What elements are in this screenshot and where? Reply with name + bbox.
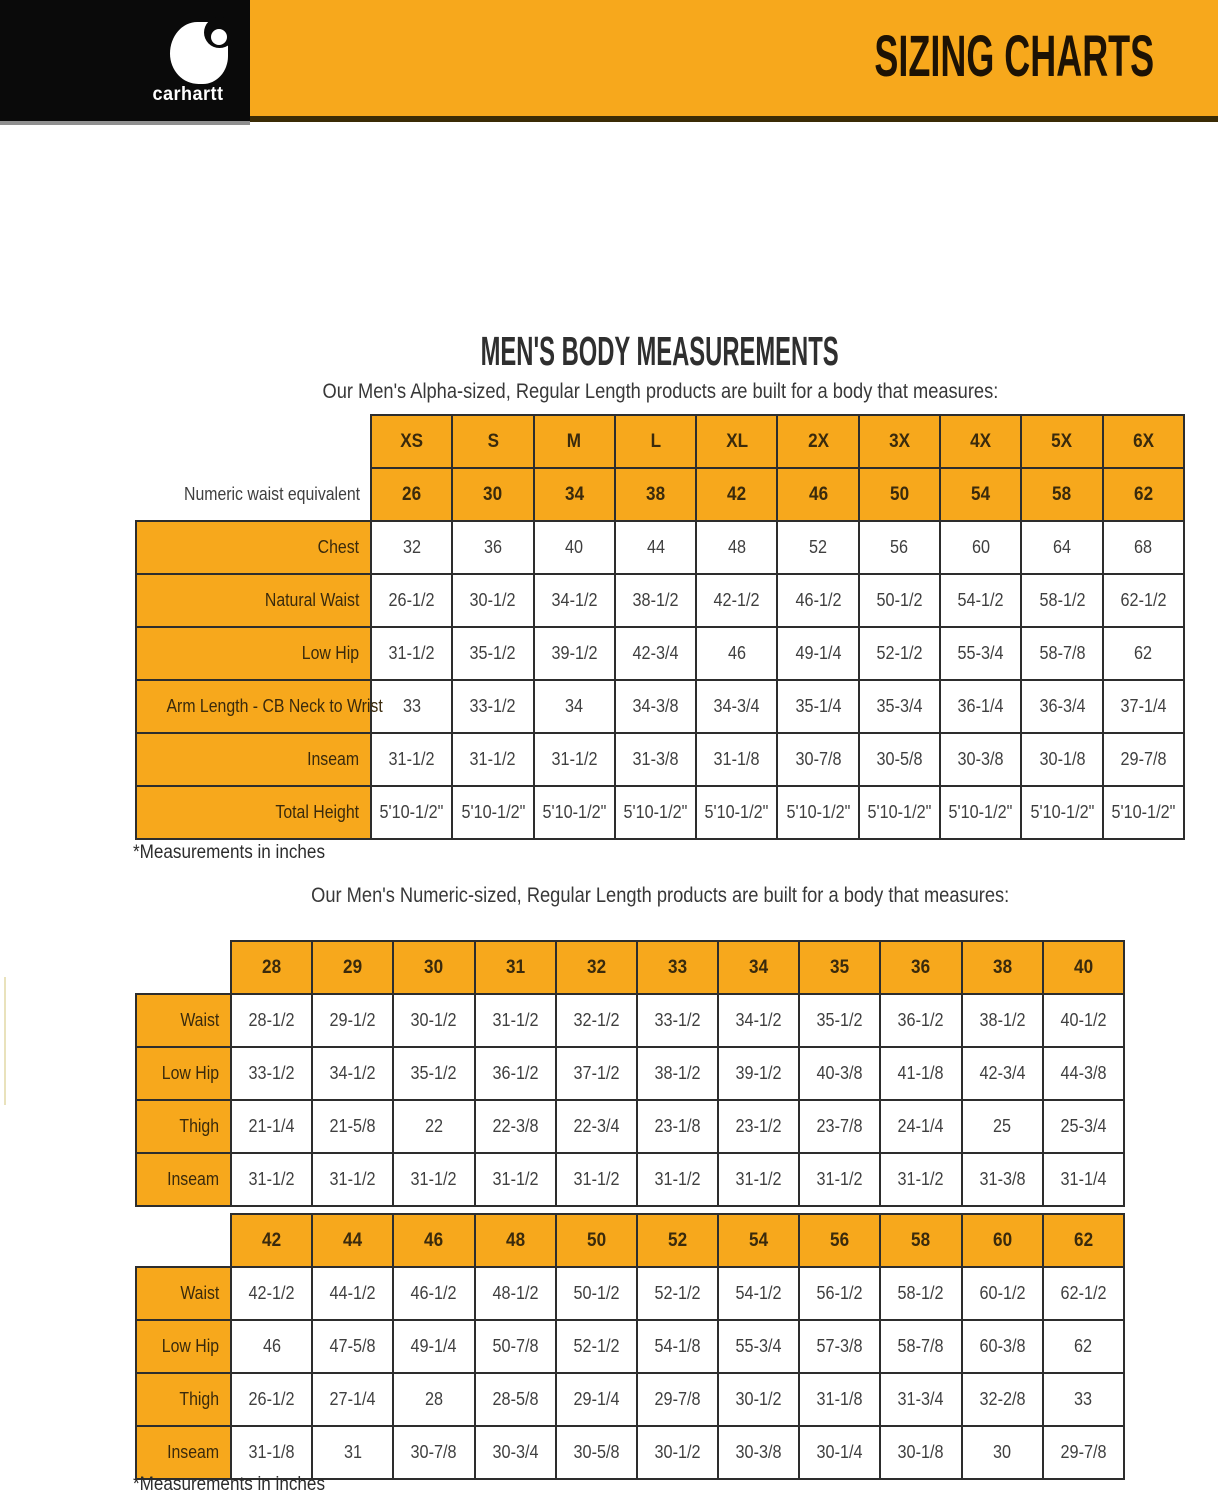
measurement-cell: 31-1/2 (371, 627, 452, 680)
measurement-cell: 5'10-1/2" (452, 786, 533, 839)
measurement-cell: 30-1/8 (880, 1426, 961, 1479)
measurement-row (136, 1153, 1124, 1206)
measurement-cell: 30-1/2 (718, 1373, 799, 1426)
measurement-cell: 46-1/2 (393, 1267, 474, 1320)
measurement-cell: 64 (1021, 521, 1102, 574)
measurement-cell: 30-7/8 (777, 733, 858, 786)
corner-spacer (136, 415, 371, 468)
measurement-cell: 34-1/2 (534, 574, 615, 627)
measurement-row (136, 1426, 1124, 1479)
measurement-cell: 31-1/2 (534, 733, 615, 786)
numeric-waist-cell: 58 (1021, 468, 1102, 521)
measurement-cell: 33 (1043, 1373, 1124, 1426)
numeric-size-table-large-wrap (135, 1213, 1125, 1480)
measurement-cell: 46 (696, 627, 777, 680)
measurement-cell: 48 (696, 521, 777, 574)
measurement-cell: 34 (534, 680, 615, 733)
row-label-cell: Waist (136, 994, 231, 1047)
measurement-cell: 62 (1043, 1320, 1124, 1373)
measurement-cell: 5'10-1/2" (1021, 786, 1102, 839)
measurement-cell: 36-1/4 (940, 680, 1021, 733)
measurement-cell: 56 (859, 521, 940, 574)
measurement-row (136, 786, 1184, 839)
measurement-cell: 31-1/2 (718, 1153, 799, 1206)
measurement-cell: 40-1/2 (1043, 994, 1124, 1047)
measurement-cell: 58-1/2 (880, 1267, 961, 1320)
size-header-cell: 35 (799, 941, 880, 994)
measurement-cell: 29-7/8 (637, 1373, 718, 1426)
size-header-cell: 32 (556, 941, 637, 994)
measurement-cell: 52 (777, 521, 858, 574)
measurement-cell: 44 (615, 521, 696, 574)
brand-wordmark: carhartt (152, 84, 224, 105)
measurement-cell: 60 (940, 521, 1021, 574)
measurement-cell: 27-1/4 (312, 1373, 393, 1426)
numeric-subtitle: Our Men's Numeric-sized, Regular Length products are built for a body that measures: (310, 884, 1010, 907)
measurement-cell: 35-1/2 (799, 994, 880, 1047)
measurement-cell: 44-3/8 (1043, 1047, 1124, 1100)
measurement-row (136, 521, 1184, 574)
size-header-cell: 48 (475, 1214, 556, 1267)
numeric-waist-cell: 42 (696, 468, 777, 521)
left-edge-artifact (4, 977, 6, 1105)
measurement-cell: 5'10-1/2" (615, 786, 696, 839)
measurement-cell: 56-1/2 (799, 1267, 880, 1320)
measurement-row (136, 627, 1184, 680)
row-label-cell: Arm Length - CB Neck to Wrist (136, 680, 371, 733)
numeric-size-table-small-wrap (135, 940, 1125, 1207)
measurement-cell: 29-1/2 (312, 994, 393, 1047)
footnote-numeric: *Measurements in inches (133, 1474, 325, 1495)
measurement-cell: 36-1/2 (475, 1047, 556, 1100)
measurement-cell: 22-3/4 (556, 1100, 637, 1153)
measurement-cell: 42-1/2 (696, 574, 777, 627)
measurement-cell: 38-1/2 (962, 994, 1043, 1047)
measurement-cell: 31-1/8 (696, 733, 777, 786)
measurement-row (136, 1267, 1124, 1320)
measurement-cell: 39-1/2 (718, 1047, 799, 1100)
measurement-cell: 38-1/2 (615, 574, 696, 627)
measurement-cell: 33 (371, 680, 452, 733)
size-header-cell: 52 (637, 1214, 718, 1267)
measurement-cell: 5'10-1/2" (371, 786, 452, 839)
measurement-cell: 54-1/2 (718, 1267, 799, 1320)
measurement-cell: 28-5/8 (475, 1373, 556, 1426)
measurement-cell: 5'10-1/2" (859, 786, 940, 839)
measurement-cell: 31 (312, 1426, 393, 1479)
size-header-cell: 50 (556, 1214, 637, 1267)
measurement-row (136, 1047, 1124, 1100)
measurement-cell: 21-5/8 (312, 1100, 393, 1153)
page-header (0, 0, 1227, 128)
measurement-cell: 24-1/4 (880, 1100, 961, 1153)
measurement-cell: 31-1/2 (880, 1153, 961, 1206)
numeric-waist-cell: 54 (940, 468, 1021, 521)
measurement-cell: 60-3/8 (962, 1320, 1043, 1373)
measurement-cell: 25 (962, 1100, 1043, 1153)
size-header-cell: 58 (880, 1214, 961, 1267)
measurement-cell: 31-1/4 (1043, 1153, 1124, 1206)
measurement-cell: 36-3/4 (1021, 680, 1102, 733)
measurement-cell: 47-5/8 (312, 1320, 393, 1373)
measurement-row (136, 994, 1124, 1047)
measurement-cell: 46 (231, 1320, 312, 1373)
size-header-cell: 54 (718, 1214, 799, 1267)
size-header-cell: 5X (1021, 415, 1102, 468)
measurement-cell: 50-7/8 (475, 1320, 556, 1373)
measurement-cell: 31-1/2 (475, 1153, 556, 1206)
measurement-cell: 30-5/8 (556, 1426, 637, 1479)
corner-spacer (136, 941, 231, 994)
measurement-cell: 30-3/8 (940, 733, 1021, 786)
measurement-cell: 54-1/8 (637, 1320, 718, 1373)
size-header-row (136, 941, 1124, 994)
measurement-cell: 23-7/8 (799, 1100, 880, 1153)
measurement-row (136, 733, 1184, 786)
measurement-cell: 60-1/2 (962, 1267, 1043, 1320)
measurement-cell: 54-1/2 (940, 574, 1021, 627)
measurement-cell: 57-3/8 (799, 1320, 880, 1373)
size-header-cell: 2X (777, 415, 858, 468)
row-label-cell: Low Hip (136, 1047, 231, 1100)
measurement-cell: 30-5/8 (859, 733, 940, 786)
size-header-cell: 6X (1103, 415, 1184, 468)
measurement-cell: 50-1/2 (556, 1267, 637, 1320)
measurement-cell: 31-3/8 (962, 1153, 1043, 1206)
measurement-cell: 31-1/8 (231, 1426, 312, 1479)
measurement-cell: 32-2/8 (962, 1373, 1043, 1426)
measurement-cell: 31-1/2 (799, 1153, 880, 1206)
numeric-waist-cell: 50 (859, 468, 940, 521)
measurement-cell: 5'10-1/2" (1103, 786, 1184, 839)
row-label-cell: Chest (136, 521, 371, 574)
measurement-cell: 5'10-1/2" (534, 786, 615, 839)
row-label-cell: Low Hip (136, 1320, 231, 1373)
size-header-cell: 40 (1043, 941, 1124, 994)
size-header-row (136, 1214, 1124, 1267)
measurement-row (136, 1373, 1124, 1426)
measurement-cell: 30-1/4 (799, 1426, 880, 1479)
measurement-cell: 30-1/2 (452, 574, 533, 627)
size-header-cell: 31 (475, 941, 556, 994)
row-label-cell: Thigh (136, 1373, 231, 1426)
measurement-cell: 58-7/8 (1021, 627, 1102, 680)
measurement-cell: 23-1/8 (637, 1100, 718, 1153)
measurement-cell: 52-1/2 (637, 1267, 718, 1320)
numeric-waist-cell: 34 (534, 468, 615, 521)
numeric-size-table-small (135, 940, 1125, 1207)
measurement-cell: 48-1/2 (475, 1267, 556, 1320)
size-header-cell: M (534, 415, 615, 468)
measurement-cell: 55-3/4 (718, 1320, 799, 1373)
measurement-row (136, 574, 1184, 627)
measurement-cell: 39-1/2 (534, 627, 615, 680)
measurement-cell: 31-3/8 (615, 733, 696, 786)
measurement-cell: 31-1/2 (393, 1153, 474, 1206)
measurement-cell: 49-1/4 (777, 627, 858, 680)
measurement-cell: 34-3/4 (696, 680, 777, 733)
measurement-cell: 31-1/2 (475, 994, 556, 1047)
size-header-cell: S (452, 415, 533, 468)
row-label-cell: Inseam (136, 1426, 231, 1479)
measurement-cell: 21-1/4 (231, 1100, 312, 1153)
measurement-cell: 31-1/2 (637, 1153, 718, 1206)
measurement-cell: 55-3/4 (940, 627, 1021, 680)
measurement-cell: 40 (534, 521, 615, 574)
measurement-cell: 29-1/4 (556, 1373, 637, 1426)
measurement-cell: 37-1/4 (1103, 680, 1184, 733)
row-label-cell: Thigh (136, 1100, 231, 1153)
measurement-cell: 30-1/2 (393, 994, 474, 1047)
numeric-waist-cell: 46 (777, 468, 858, 521)
measurement-cell: 62-1/2 (1103, 574, 1184, 627)
footnote-alpha: *Measurements in inches (133, 842, 325, 863)
row-label-cell: Natural Waist (136, 574, 371, 627)
alpha-subtitle: Our Men's Alpha-sized, Regular Length products are built for a body that measures: (322, 380, 998, 403)
numeric-waist-cell: 30 (452, 468, 533, 521)
row-label-cell: Waist (136, 1267, 231, 1320)
size-header-cell: XS (371, 415, 452, 468)
measurement-cell: 30-3/8 (718, 1426, 799, 1479)
measurement-cell: 31-1/2 (452, 733, 533, 786)
measurement-cell: 5'10-1/2" (777, 786, 858, 839)
header-gold-band (250, 0, 1218, 122)
carhartt-c-icon (170, 22, 228, 84)
measurement-cell: 34-1/2 (312, 1047, 393, 1100)
measurement-cell: 32-1/2 (556, 994, 637, 1047)
size-header-cell: 34 (718, 941, 799, 994)
measurement-cell: 32 (371, 521, 452, 574)
measurement-cell: 31-1/2 (556, 1153, 637, 1206)
measurement-cell: 31-3/4 (880, 1373, 961, 1426)
measurement-row (136, 1320, 1124, 1373)
alpha-size-table (135, 414, 1185, 840)
size-header-cell: 3X (859, 415, 940, 468)
size-header-cell: XL (696, 415, 777, 468)
measurement-cell: 31-1/2 (312, 1153, 393, 1206)
measurement-cell: 31-1/8 (799, 1373, 880, 1426)
measurement-cell: 30-3/4 (475, 1426, 556, 1479)
measurement-cell: 62-1/2 (1043, 1267, 1124, 1320)
measurement-cell: 5'10-1/2" (696, 786, 777, 839)
size-header-cell: 30 (393, 941, 474, 994)
measurement-cell: 34-3/8 (615, 680, 696, 733)
measurement-cell: 62 (1103, 627, 1184, 680)
size-header-cell: 60 (962, 1214, 1043, 1267)
measurement-cell: 31-1/2 (371, 733, 452, 786)
measurement-cell: 30 (962, 1426, 1043, 1479)
size-header-cell: 62 (1043, 1214, 1124, 1267)
measurement-cell: 33-1/2 (452, 680, 533, 733)
measurement-cell: 42-3/4 (615, 627, 696, 680)
section-title: MEN'S BODY MEASUREMENTS (480, 328, 839, 374)
measurement-cell: 35-3/4 (859, 680, 940, 733)
measurement-cell: 46-1/2 (777, 574, 858, 627)
carhartt-logo-box (0, 0, 250, 125)
header-title: SIZING CHARTS (874, 23, 1154, 89)
measurement-cell: 50-1/2 (859, 574, 940, 627)
size-header-cell: L (615, 415, 696, 468)
measurement-cell: 44-1/2 (312, 1267, 393, 1320)
size-header-row (136, 415, 1184, 468)
measurement-cell: 33-1/2 (637, 994, 718, 1047)
measurement-cell: 31-1/2 (231, 1153, 312, 1206)
measurement-cell: 26-1/2 (371, 574, 452, 627)
size-header-cell: 29 (312, 941, 393, 994)
size-header-cell: 44 (312, 1214, 393, 1267)
numeric-size-table-large (135, 1213, 1125, 1480)
measurement-cell: 30-1/8 (1021, 733, 1102, 786)
measurement-cell: 23-1/2 (718, 1100, 799, 1153)
numeric-waist-label: Numeric waist equivalent (136, 468, 371, 521)
measurement-cell: 42-3/4 (962, 1047, 1043, 1100)
numeric-waist-row (136, 468, 1184, 521)
row-label-cell: Total Height (136, 786, 371, 839)
measurement-cell: 52-1/2 (556, 1320, 637, 1373)
measurement-cell: 28-1/2 (231, 994, 312, 1047)
measurement-cell: 35-1/2 (393, 1047, 474, 1100)
measurement-row (136, 680, 1184, 733)
measurement-cell: 36-1/2 (880, 994, 961, 1047)
measurement-cell: 58-7/8 (880, 1320, 961, 1373)
measurement-cell: 30-1/2 (637, 1426, 718, 1479)
measurement-cell: 35-1/2 (452, 627, 533, 680)
size-header-cell: 38 (962, 941, 1043, 994)
measurement-cell: 30-7/8 (393, 1426, 474, 1479)
size-header-cell: 28 (231, 941, 312, 994)
measurement-cell: 52-1/2 (859, 627, 940, 680)
measurement-cell: 40-3/8 (799, 1047, 880, 1100)
numeric-waist-cell: 38 (615, 468, 696, 521)
size-header-cell: 56 (799, 1214, 880, 1267)
measurement-cell: 29-7/8 (1043, 1426, 1124, 1479)
alpha-size-table-wrap (135, 414, 1185, 840)
numeric-waist-cell: 62 (1103, 468, 1184, 521)
size-header-cell: 33 (637, 941, 718, 994)
measurement-cell: 26-1/2 (231, 1373, 312, 1426)
numeric-waist-cell: 26 (371, 468, 452, 521)
row-label-cell: Low Hip (136, 627, 371, 680)
size-header-cell: 4X (940, 415, 1021, 468)
measurement-cell: 42-1/2 (231, 1267, 312, 1320)
measurement-cell: 58-1/2 (1021, 574, 1102, 627)
measurement-cell: 33-1/2 (231, 1047, 312, 1100)
measurement-cell: 22-3/8 (475, 1100, 556, 1153)
corner-spacer (136, 1214, 231, 1267)
measurement-cell: 28 (393, 1373, 474, 1426)
measurement-row (136, 1100, 1124, 1153)
measurement-cell: 34-1/2 (718, 994, 799, 1047)
size-header-cell: 36 (880, 941, 961, 994)
measurement-cell: 22 (393, 1100, 474, 1153)
measurement-cell: 25-3/4 (1043, 1100, 1124, 1153)
row-label-cell: Inseam (136, 1153, 231, 1206)
measurement-cell: 37-1/2 (556, 1047, 637, 1100)
measurement-cell: 35-1/4 (777, 680, 858, 733)
size-header-cell: 42 (231, 1214, 312, 1267)
measurement-cell: 41-1/8 (880, 1047, 961, 1100)
measurement-cell: 36 (452, 521, 533, 574)
measurement-cell: 29-7/8 (1103, 733, 1184, 786)
size-header-cell: 46 (393, 1214, 474, 1267)
row-label-cell: Inseam (136, 733, 371, 786)
measurement-cell: 38-1/2 (637, 1047, 718, 1100)
measurement-cell: 68 (1103, 521, 1184, 574)
measurement-cell: 49-1/4 (393, 1320, 474, 1373)
measurement-cell: 5'10-1/2" (940, 786, 1021, 839)
